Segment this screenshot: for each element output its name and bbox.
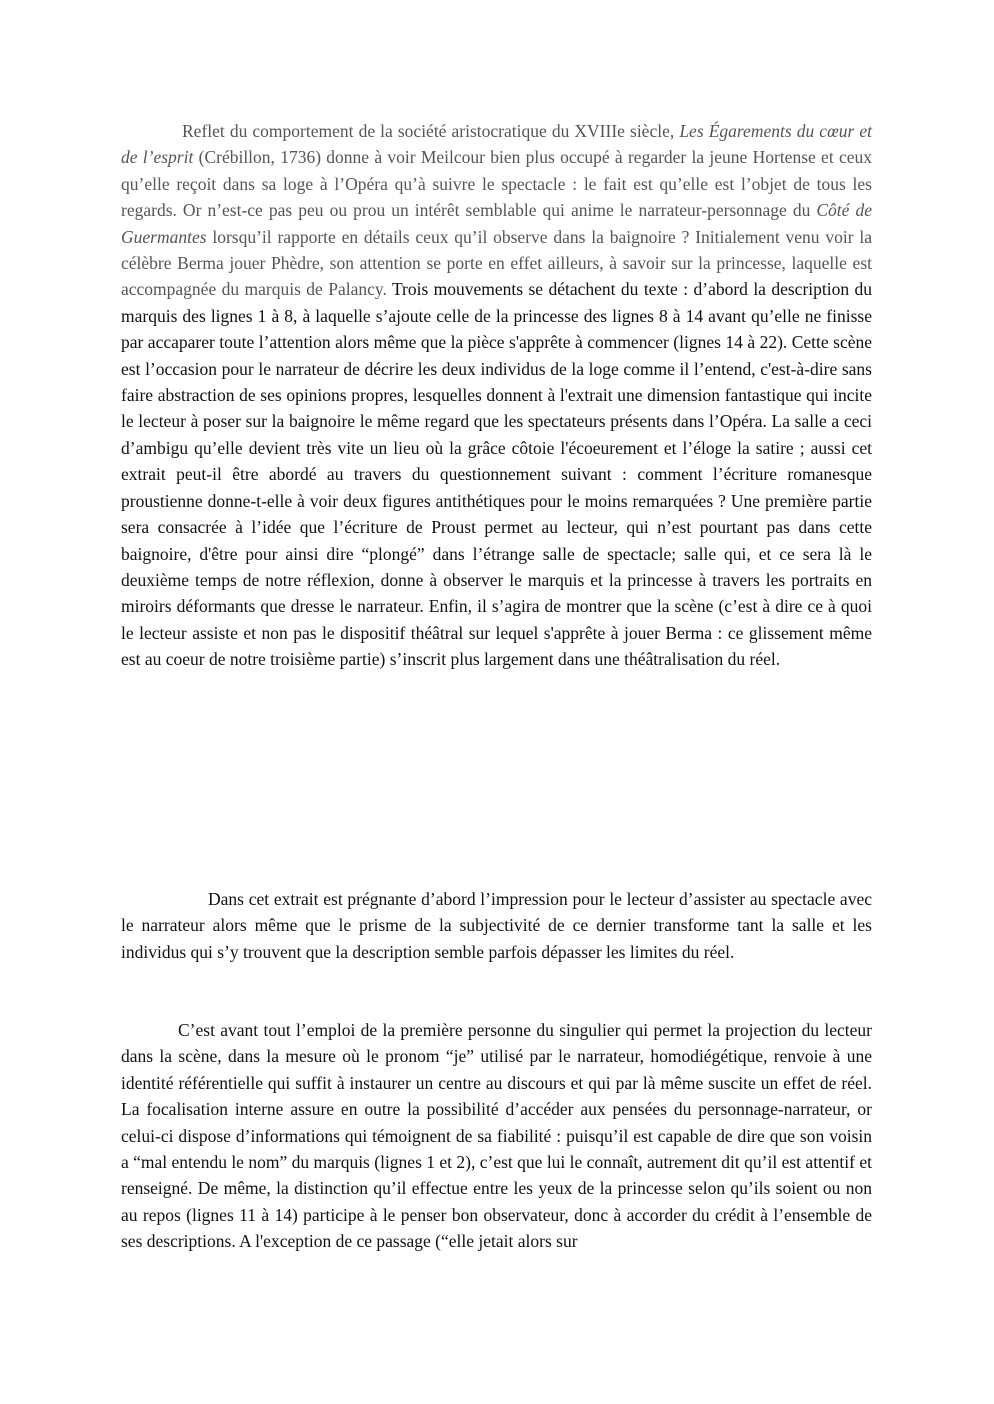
grey-text-segment: lorsqu’il rapporte en détails ceux qu’il observe dans la baignoire ? Initialement venu voir la célèbre Berma jouer Phèdre, son attention se porte en effet ailleurs, à savoir sur la princesse, laquelle est accompagnée du marquis de Palancy. xyxy=(121,226,872,300)
introduction-paragraph xyxy=(121,118,872,673)
grey-text-segment: (Crébillon, 1736) donne à voir Meilcour bien plus occupé à regarder la jeune Hortense et ceux qu’elle reçoit dans sa loge à l’Opéra qu’à suivre le spectacle : le fait est qu’elle est l’objet de tous les regards. Or n’est-ce pas peu ou prou un intérêt semblable qui anime le narrateur-personnage du xyxy=(121,147,872,221)
part1-intro-paragraph xyxy=(121,886,872,965)
grey-text-segment: Reflet du comportement de la société aristocratique du XVIIIe siècle, xyxy=(182,121,680,141)
part1-body-paragraph xyxy=(121,1017,872,1255)
black-text-segment: Trois mouvements se détachent du texte : d’abord la description du marquis des lignes 1 à 8, à laquelle s’ajoute celle de la princesse des lignes 8 à 14 avant qu’elle ne finisse par accaparer toute l’attention alors même que la pièce s'apprête à commencer (lignes 14 à 22). Cette scène est l’occasion pour le narrateur de décrire les deux individus de la loge comme il l’entend, c'est-à-dire sans faire abstraction de ses opinions propres, lesquelles donnent à l'extrait une dimension fantastique qui incite le lecteur à poser sur la baignoire le même regard que les spectateurs présents dans l’Opéra. La salle a ceci d’ambigu qu’elle devient très vite un lieu où la grâce côtoie l'écoeurement et l’éloge la satire ; aussi cet extrait peut-il être abordé au travers du questionnement suivant : comment l’écriture romanesque proustienne donne-t-elle à voir deux figures antithétiques pour le moins remarquées ? Une première partie sera consacrée à l’idée que l’écriture de Proust permet au lecteur, qui n’est pourtant pas dans cette baignoire, d'être pour ainsi dire “plongé” dans l’étrange salle de spectacle; salle qui, et ce sera là le deuxième temps de notre réflexion, donne à observer le marquis et la princesse à travers les portraits en miroirs déformants que dresse le narrateur. Enfin, il s’agira de montrer que la scène (c’est à dire ce à quoi le lecteur assiste et non pas le dispositif théâtral sur lequel s'apprête à jouer Berma : ce glissement même est au coeur de notre troisième partie) s’inscrit plus largement dans une théâtralisation du réel. xyxy=(121,279,873,670)
part1-body-text: C’est avant tout l’emploi de la première personne du singulier qui permet la projection du lecteur dans la scène, dans la mesure où le pronom “je” utilisé par le narrateur, homodiégétique, renvoie à une identité référentielle qui suffit à instaurer un centre au discours et qui par là même suscite un effet de réel. La focalisation interne assure en outre la possibilité d’accéder aux pensées du personnage-narrateur, or celui-ci dispose d’informations qui témoignent de sa fiabilité : puisqu’il est capable de dire que son voisin a “mal entendu le nom” du marquis (lignes 1 et 2), c’est que lui le connaît, autrement dit qu’il est attentif et renseigné. De même, la distinction qu’il effectue entre les yeux de la princesse selon qu’ils soient ou non au repos (lignes 11 à 14) participe à le penser bon observateur, donc à accorder du crédit à l’ensemble de ses descriptions. A l'exception de ce passage (“elle jetait alors sur xyxy=(121,1020,872,1252)
book-title-egarements: Les Égarements du cœur et de l’esprit xyxy=(121,121,873,168)
part1-intro-text: Dans cet extrait est prégnante d’abord l’impression pour le lecteur d’assister au spectacle avec le narrateur alors même que le prisme de la subjectivité de ce dernier transforme tant la salle et les individus qui s’y trouvent que la description semble parfois dépasser les limites du réel. xyxy=(121,889,872,962)
introduction-text xyxy=(121,118,872,673)
book-title-guermantes: Côté de Guermantes xyxy=(121,200,872,247)
